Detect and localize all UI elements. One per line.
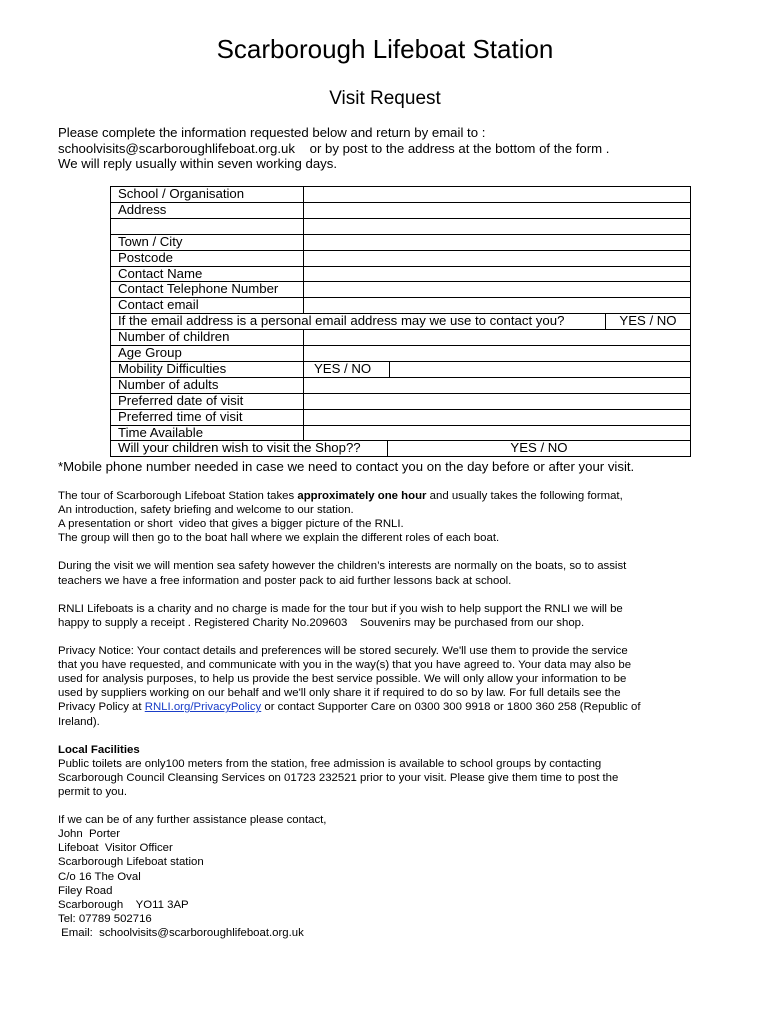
address-label-blank xyxy=(111,218,304,234)
intro-text xyxy=(58,125,738,172)
time-field[interactable] xyxy=(304,409,691,425)
form-row-contact-phone xyxy=(111,282,691,298)
form-row-date xyxy=(111,393,691,409)
form-row-time xyxy=(111,409,691,425)
tour-paragraph xyxy=(58,489,718,545)
form-row-personal-email xyxy=(111,314,691,330)
time-available-field[interactable] xyxy=(304,425,691,441)
age-group-field[interactable] xyxy=(304,346,691,362)
privacy-line: used by suppliers working on our behalf and we'll only share it if required to do so by law. For full details see the xyxy=(58,687,621,700)
date-field[interactable] xyxy=(304,393,691,409)
mobility-yes-no[interactable]: YES / NO xyxy=(304,362,390,377)
tour-duration: approximately one hour xyxy=(297,490,427,502)
privacy-line: used for analysis purposes, to help us provide the best service possible. We will only allow your information to be xyxy=(58,673,627,686)
info-text xyxy=(58,489,718,954)
privacy-line: Privacy Notice: Your contact details and preferences will be stored securely. We'll use them to provide the service xyxy=(58,645,628,658)
page-title: Scarborough Lifeboat Station xyxy=(216,34,554,64)
tour-text: and usually takes the following format, xyxy=(426,490,623,502)
charity-line: RNLI Lifeboats is a charity and no charge is made for the tour but if you wish to help support the RNLI we will be xyxy=(58,602,623,615)
facilities-paragraph xyxy=(58,743,718,799)
form-row-mobility xyxy=(111,361,691,377)
mobility-cell xyxy=(304,361,691,377)
shop-question: Will your children wish to visit the Shop?? xyxy=(111,441,388,456)
contact-line: Lifeboat Visitor Officer xyxy=(58,842,173,855)
town-field[interactable] xyxy=(304,234,691,250)
town-label: Town / City xyxy=(111,234,304,250)
shop-yes-no[interactable]: YES / NO xyxy=(510,440,568,456)
personal-email-yes-no[interactable]: YES / NO xyxy=(606,314,691,330)
address-label: Address xyxy=(111,202,304,218)
form-row-contact-email xyxy=(111,298,691,314)
contact-line: C/o 16 The Oval xyxy=(58,870,141,883)
children-label: Number of children xyxy=(111,330,304,346)
form-row-town xyxy=(111,234,691,250)
time-available-label: Time Available xyxy=(111,425,304,441)
form-row-time-available xyxy=(111,425,691,441)
tour-line: The group will then go to the boat hall where we explain the different roles of each boat. xyxy=(58,532,500,545)
privacy-text: Privacy Policy at xyxy=(58,701,145,714)
visit-request-form xyxy=(110,186,691,457)
contact-name-field[interactable] xyxy=(304,266,691,282)
contact-email: Email: schoolvisits@scarboroughlifeboat.org.uk xyxy=(58,926,304,939)
privacy-text: or contact Supporter Care on 0300 300 9918 or 1800 360 258 (Republic of xyxy=(261,701,641,714)
privacy-line: Ireland). xyxy=(58,715,100,728)
contact-email-label: Contact email xyxy=(111,298,304,314)
form-row-postcode xyxy=(111,250,691,266)
contact-line: Filey Road xyxy=(58,884,113,897)
shop-cell xyxy=(111,441,691,457)
form-row-shop xyxy=(111,441,691,457)
page-subtitle: Visit Request xyxy=(329,88,441,109)
mobility-inner xyxy=(304,362,690,377)
address-field-1[interactable] xyxy=(304,202,691,218)
tour-line: A presentation or short video that gives a bigger picture of the RNLI. xyxy=(58,518,404,531)
contact-line: John Porter xyxy=(58,828,121,841)
visit-paragraph xyxy=(58,559,718,587)
address-field-2[interactable] xyxy=(304,218,691,234)
date-label: Preferred date of visit xyxy=(111,393,304,409)
form-row-age-group xyxy=(111,346,691,362)
mobility-label: Mobility Difficulties xyxy=(111,361,304,377)
form-row-children xyxy=(111,330,691,346)
visit-line: During the visit we will mention sea safety however the children’s interests are normally on the boats, so to assist xyxy=(58,560,627,573)
facilities-line: Public toilets are only100 meters from the station, free admission is available to school groups by contacting xyxy=(58,757,602,770)
privacy-policy-link[interactable]: RNLI.org/PrivacyPolicy xyxy=(144,701,262,714)
form-row-adults xyxy=(111,377,691,393)
form-row-school xyxy=(111,187,691,203)
contact-line: Scarborough Lifeboat station xyxy=(58,856,204,869)
school-field[interactable] xyxy=(304,187,691,203)
facilities-line: permit to you. xyxy=(58,785,128,798)
visit-line: teachers we have a free information and poster pack to aid further lessons back at school. xyxy=(58,574,512,587)
privacy-paragraph xyxy=(58,644,718,729)
form-row-address-2 xyxy=(111,218,691,234)
facilities-heading: Local Facilities xyxy=(58,743,140,756)
tour-line: An introduction, safety briefing and welcome to our station. xyxy=(58,504,354,517)
personal-email-question: If the email address is a personal email address may we use to contact you? xyxy=(111,314,606,330)
adults-field[interactable] xyxy=(304,377,691,393)
privacy-line xyxy=(58,700,718,714)
charity-line: happy to supply a receipt . Registered Charity No.209603 Souvenirs may be purchased from our shop. xyxy=(58,616,585,629)
contact-email-field[interactable] xyxy=(304,298,691,314)
adults-label: Number of adults xyxy=(111,377,304,393)
contact-phone-label: Contact Telephone Number xyxy=(111,282,304,298)
tour-line xyxy=(58,489,718,503)
intro-line: We will reply usually within seven working days. xyxy=(58,156,338,171)
contact-name-label: Contact Name xyxy=(111,266,304,282)
postcode-field[interactable] xyxy=(304,250,691,266)
school-label: School / Organisation xyxy=(111,187,304,203)
tour-text: The tour of Scarborough Lifeboat Station takes xyxy=(58,490,298,502)
contact-phone-field[interactable] xyxy=(304,282,691,298)
form-row-contact-name xyxy=(111,266,691,282)
intro-line: schoolvisits@scarboroughlifeboat.org.uk or by post to the address at the bottom of the form . xyxy=(58,140,610,156)
contact-line: If we can be of any further assistance please contact, xyxy=(58,814,327,827)
contact-paragraph xyxy=(58,813,718,940)
contact-line: Scarborough YO11 3AP xyxy=(58,898,189,911)
form-row-address xyxy=(111,202,691,218)
children-field[interactable] xyxy=(304,330,691,346)
privacy-line: that you have requested, and communicate with you in the way(s) that you have agreed to. Your data may also be xyxy=(58,659,632,672)
intro-line: Please complete the information requested below and return by email to : xyxy=(58,125,486,140)
age-group-label: Age Group xyxy=(111,346,304,362)
time-label: Preferred time of visit xyxy=(111,409,304,425)
contact-line: Tel: 07789 502716 xyxy=(58,912,152,925)
postcode-label: Postcode xyxy=(111,250,304,266)
mobile-note: *Mobile phone number needed in case we need to contact you on the day before or after your visit. xyxy=(58,459,635,474)
facilities-line: Scarborough Council Cleansing Services on 01723 232521 prior to your visit. Please give them time to post the xyxy=(58,771,619,784)
mobility-details-field[interactable] xyxy=(390,362,691,377)
charity-paragraph xyxy=(58,602,718,630)
shop-inner xyxy=(111,441,690,456)
